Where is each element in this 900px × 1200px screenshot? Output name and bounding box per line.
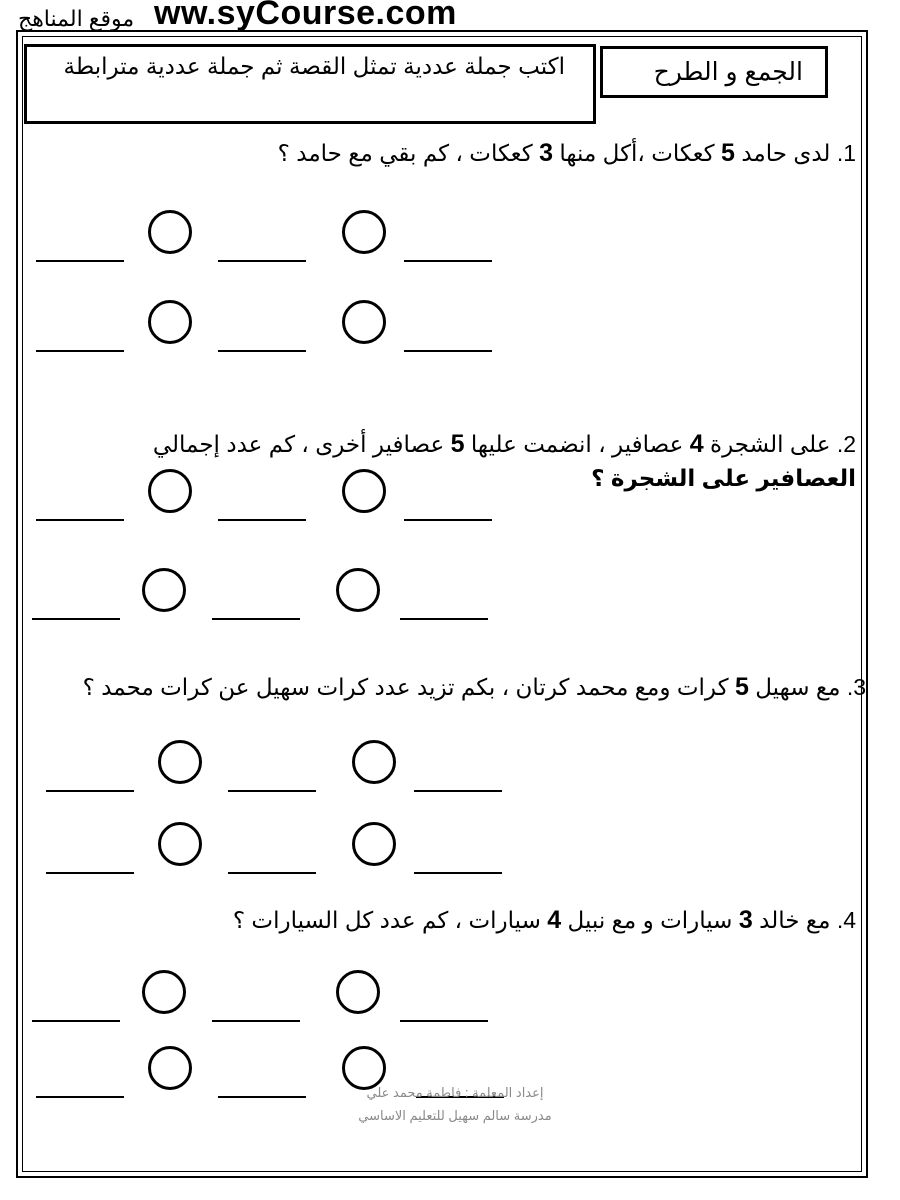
answer-blank[interactable] <box>32 1020 120 1022</box>
equation-row <box>46 822 516 882</box>
operator-circle[interactable] <box>336 970 380 1014</box>
question-number: 1. <box>836 140 856 166</box>
instruction-box <box>24 44 596 124</box>
equation-row <box>32 568 502 628</box>
question-number-value: 3 <box>738 906 753 934</box>
operator-circle[interactable] <box>342 300 386 344</box>
instruction-text: اكتب جملة عددية تمثل القصة ثم جملة عددية مترابطة <box>63 53 565 79</box>
answer-blank[interactable] <box>36 260 124 262</box>
equation-row <box>46 740 516 800</box>
question-text: مع خالد <box>752 907 831 933</box>
answer-blank[interactable] <box>218 519 306 521</box>
question-number: 4. <box>836 907 856 933</box>
question-text: سيارات و مع نبيل <box>561 907 739 933</box>
question-text: عصافير أخرى ، كم عدد إجمالي <box>152 431 451 457</box>
answer-blank[interactable] <box>400 618 488 620</box>
operator-circle[interactable] <box>142 568 186 612</box>
operator-circle[interactable] <box>158 740 202 784</box>
answer-blank[interactable] <box>212 1020 300 1022</box>
answer-blank[interactable] <box>46 872 134 874</box>
answer-blank[interactable] <box>228 790 316 792</box>
answer-blank[interactable] <box>218 350 306 352</box>
answer-blank[interactable] <box>218 1096 306 1098</box>
question-number-value: 5 <box>734 673 749 701</box>
operator-circle[interactable] <box>148 210 192 254</box>
question-number: 3. <box>846 674 866 700</box>
operator-circle[interactable] <box>148 1046 192 1090</box>
operator-circle[interactable] <box>158 822 202 866</box>
question-text: على الشجرة <box>703 431 831 457</box>
teacher-credit: إعداد المعلمة : فاطمة محمد علي <box>366 1085 544 1100</box>
operator-circle[interactable] <box>342 210 386 254</box>
question-4 <box>56 903 856 937</box>
question-text: كرات ومع محمد كرتان ، بكم تزيد عدد كرات سهيل عن كرات محمد ؟ <box>82 674 735 700</box>
operator-circle[interactable] <box>148 469 192 513</box>
operator-circle[interactable] <box>336 568 380 612</box>
equation-row <box>36 469 506 529</box>
answer-blank[interactable] <box>404 519 492 521</box>
site-name-arabic: موقع المناهج <box>18 6 135 31</box>
answer-blank[interactable] <box>32 618 120 620</box>
question-number-value: 5 <box>450 430 465 458</box>
answer-blank[interactable] <box>404 350 492 352</box>
question-number-value: 5 <box>721 139 735 167</box>
answer-blank[interactable] <box>36 519 124 521</box>
question-number-value: 4 <box>547 906 562 934</box>
question-text: مع سهيل <box>748 674 841 700</box>
answer-blank[interactable] <box>36 1096 124 1098</box>
site-header <box>18 0 518 30</box>
equation-row <box>36 210 506 270</box>
answer-blank[interactable] <box>404 260 492 262</box>
question-number-value: 4 <box>689 430 704 458</box>
answer-blank[interactable] <box>46 790 134 792</box>
question-text: عصافير ، انضمت عليها <box>464 431 690 457</box>
question-text-line2: العصافير على الشجرة ؟ <box>591 465 856 491</box>
answer-blank[interactable] <box>414 790 502 792</box>
site-url: ww.syCourse.com <box>154 0 457 32</box>
answer-blank[interactable] <box>218 260 306 262</box>
question-text: سيارات ، كم عدد كل السيارات ؟ <box>232 907 548 933</box>
question-text: كعكات ، كم بقي مع حامد ؟ <box>277 140 540 166</box>
question-number-value: 3 <box>539 139 553 167</box>
equation-row <box>32 970 502 1030</box>
question-text: لدى حامد <box>734 140 831 166</box>
answer-blank[interactable] <box>36 350 124 352</box>
question-text: كعكات ،أكل منها <box>553 140 722 166</box>
operator-circle[interactable] <box>352 822 396 866</box>
answer-blank[interactable] <box>212 618 300 620</box>
operator-circle[interactable] <box>342 469 386 513</box>
answer-blank[interactable] <box>400 1020 488 1022</box>
question-3 <box>26 670 866 704</box>
answer-blank[interactable] <box>228 872 316 874</box>
question-number: 2. <box>836 431 856 457</box>
topic-box <box>600 46 828 98</box>
school-credit: مدرسة سالم سهيل للتعليم الاساسي <box>358 1108 552 1123</box>
equation-row <box>36 300 506 360</box>
operator-circle[interactable] <box>142 970 186 1014</box>
topic-title: الجمع و الطرح <box>653 58 803 86</box>
answer-blank[interactable] <box>414 872 502 874</box>
question-1 <box>56 136 856 170</box>
operator-circle[interactable] <box>342 1046 386 1090</box>
operator-circle[interactable] <box>352 740 396 784</box>
operator-circle[interactable] <box>148 300 192 344</box>
